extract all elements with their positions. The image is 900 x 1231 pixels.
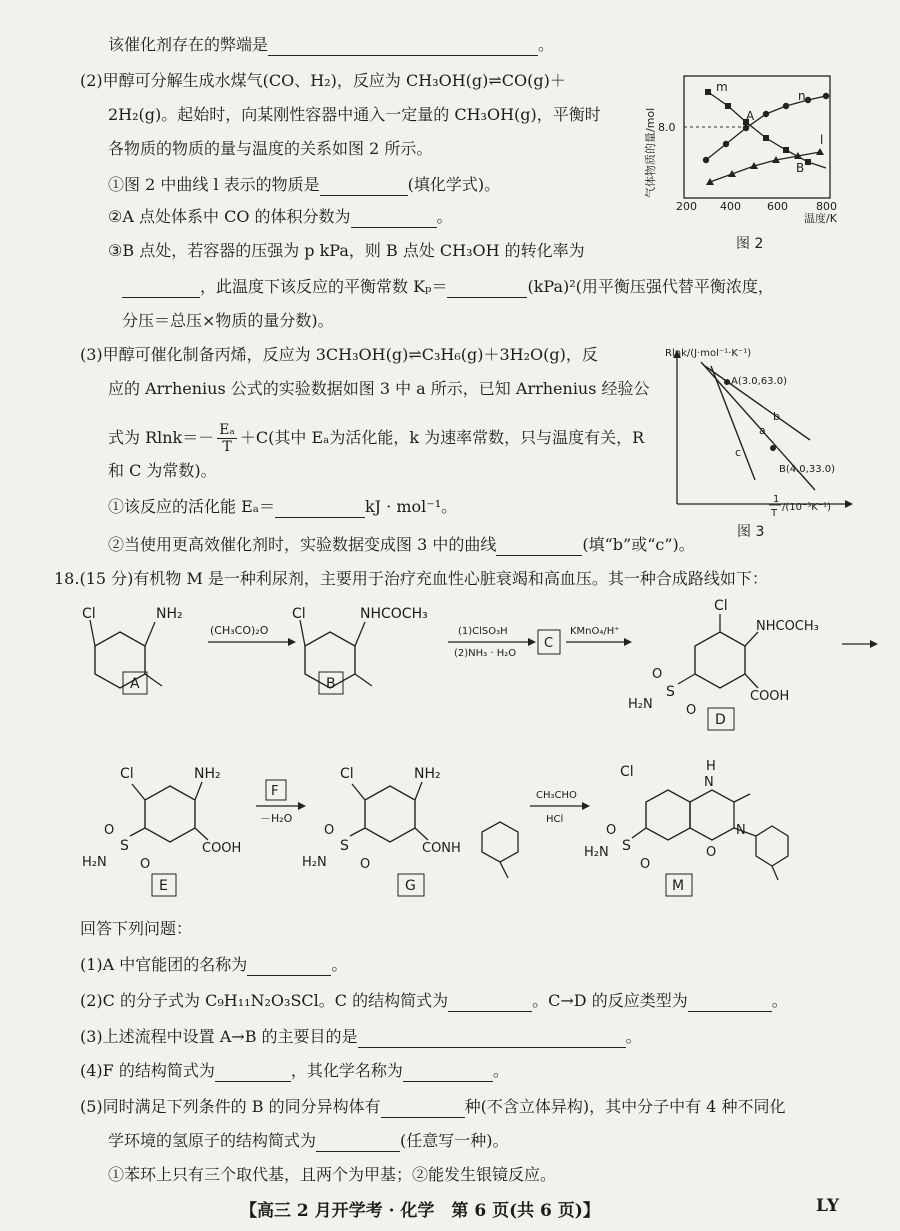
fig3-point-B xyxy=(770,445,776,451)
benzene-ring xyxy=(756,826,788,866)
bond xyxy=(745,674,758,688)
fig2-marker xyxy=(805,97,811,103)
q17-p2-q3-line1: ③B 点处，若容器的压强为 p kPa，则 B 点处 CH₃OH 的转化率为 xyxy=(108,241,585,260)
compound-label: B xyxy=(326,676,336,692)
fig2-marker xyxy=(805,159,811,165)
arrow-head xyxy=(298,802,306,810)
fig3-xlabel-num: 1 xyxy=(773,494,780,505)
atom-label: Cl xyxy=(620,764,634,780)
atom-label: S xyxy=(120,838,129,854)
atom-label: S xyxy=(666,684,675,700)
atom-label: O xyxy=(652,667,663,682)
compound-label: A xyxy=(130,676,140,692)
atom-label: Cl xyxy=(120,766,134,782)
q18-q1 xyxy=(80,954,347,976)
fig2-curve-n xyxy=(706,96,826,160)
fraction-num: Eₐ xyxy=(219,422,235,438)
q17-p3-q2-end: (填“b”或“c”)。 xyxy=(582,535,695,554)
q17-p2-q1 xyxy=(108,174,500,196)
fig2-marker xyxy=(763,135,769,141)
fig2-marker xyxy=(723,141,729,147)
fig2-label-A: A xyxy=(746,109,755,123)
answer-blank[interactable] xyxy=(247,957,331,976)
arrow-head xyxy=(528,638,536,646)
q18-q5-conditions: ①苯环上只有三个取代基，且两个为甲基；②能发生银镜反应。 xyxy=(108,1165,557,1184)
bond xyxy=(195,782,202,800)
fig2-xtick: 200 xyxy=(676,200,697,213)
reagent-label: KMnO₄/H⁺ xyxy=(570,626,620,637)
fraction-den: T xyxy=(222,439,232,455)
answer-blank[interactable] xyxy=(275,499,365,518)
atom-label: NHCOCH₃ xyxy=(360,606,428,622)
fig2-caption: 图 2 xyxy=(736,236,764,252)
atom-label: NH₂ xyxy=(194,766,221,782)
fig2-curve-n-markers xyxy=(703,93,829,163)
fig3-label-c: c xyxy=(735,446,742,459)
atom-label: NH₂ xyxy=(414,766,441,782)
q18-q4-text: (4)F 的结构简式为 xyxy=(80,1061,215,1080)
answer-blank[interactable] xyxy=(448,993,532,1012)
atom-label: N xyxy=(704,775,714,790)
reagent-label: (2)NH₃ · H₂O xyxy=(454,648,517,659)
answer-blank[interactable] xyxy=(351,209,437,228)
bond xyxy=(300,620,305,646)
atom-label: O xyxy=(706,845,717,860)
atom-label: O xyxy=(360,857,371,872)
reagent-label: CH₃CHO xyxy=(536,790,577,801)
compound-label: E xyxy=(159,878,168,894)
atom-label: CONH xyxy=(422,841,461,856)
answer-blank[interactable] xyxy=(688,993,772,1012)
answer-blank[interactable] xyxy=(268,37,538,56)
atom-label: Cl xyxy=(714,598,728,614)
answer-blank[interactable] xyxy=(320,177,408,196)
answer-blank[interactable] xyxy=(403,1063,493,1082)
q17-p2-line3: 各物质的物质的量与温度的关系如图 2 所示。 xyxy=(108,139,433,158)
compound-E xyxy=(82,766,241,896)
compound-label: G xyxy=(405,878,416,894)
fig2-xtick: 800 xyxy=(816,200,837,213)
atom-label: NH₂ xyxy=(156,606,183,622)
atom-label: H₂N xyxy=(82,855,107,870)
q17-p3-line2: 应的 Arrhenius 公式的实验数据如图 3 中 a 所示，已知 Arrhenius 经验公 xyxy=(108,379,650,398)
bond xyxy=(415,782,422,800)
bond xyxy=(772,866,778,880)
answer-blank[interactable] xyxy=(496,537,582,556)
fig3-point-A xyxy=(724,379,730,385)
q18-q5-end: (任意写一种)。 xyxy=(400,1131,509,1150)
q17-p2-q3-mid: ，此温度下该反应的平衡常数 Kₚ＝ xyxy=(200,277,448,296)
atom-label: O xyxy=(686,703,697,718)
q17-p3-q1 xyxy=(108,496,457,518)
dihydroquinazolinone-ring xyxy=(690,790,734,840)
footer-code: LY xyxy=(816,1196,840,1216)
q18-prompt: 回答下列问题： xyxy=(80,919,193,938)
q18-q5-text: (5)同时满足下列条件的 B 的同分异构体有 xyxy=(80,1097,381,1116)
q17-p3-line1: (3)甲醇可催化制备丙烯，反应为 3CH₃OH(g)⇌C₃H₆(g)＋3H₂O(g)，反 xyxy=(80,345,598,364)
fig3-xlabel-unit: /(10⁻³K⁻¹) xyxy=(782,502,832,513)
fig2-label-B: B xyxy=(796,161,805,175)
atom-label: S xyxy=(622,838,631,854)
fig3-caption: 图 3 xyxy=(737,524,765,540)
fig2-xtick: 400 xyxy=(720,200,741,213)
reagent-label: －H₂O xyxy=(260,812,293,825)
answer-blank[interactable] xyxy=(316,1133,400,1152)
fig2-xtick: 600 xyxy=(767,200,788,213)
reagent-label: (1)ClSO₃H xyxy=(458,626,508,637)
q18-q2-end: 。 xyxy=(771,991,788,1010)
fig2-yref-label: 8.0 xyxy=(658,121,676,134)
bond xyxy=(130,828,145,836)
footer-page-info: 【高三 2 月开学考 · 化学 第 6 页(共 6 页)】 xyxy=(240,1201,600,1221)
bond xyxy=(500,862,508,878)
q17-p3-q2-text: ②当使用更高效催化剂时，实验数据变成图 3 中的曲线 xyxy=(108,535,497,554)
bond xyxy=(145,622,155,646)
figure-3 xyxy=(655,340,855,540)
fraction-ea-over-t xyxy=(217,422,237,455)
q18-q5-line1 xyxy=(80,1096,785,1118)
q18-q2-text: (2)C 的分子式为 C₉H₁₁N₂O₃SCl。C 的结构简式为 xyxy=(80,991,449,1010)
q18-q1-end: 。 xyxy=(331,955,348,974)
q18-q5-text-c: 学环境的氢原子的结构简式为 xyxy=(108,1131,317,1150)
fig3-xaxis-arrow xyxy=(845,500,853,508)
q17-p2-q3-line3: 分压＝总压×物质的量分数)。 xyxy=(122,311,334,330)
q18-q4-end: 。 xyxy=(492,1061,509,1080)
benzene-ring xyxy=(145,786,195,842)
q17-p2-q2-end: 。 xyxy=(436,207,453,226)
q18-q5-text-b: 种(不含立体异构)，其中分子中有 4 种不同化 xyxy=(464,1097,786,1116)
fig3-label-a: a xyxy=(759,424,766,437)
q17-p2-q3-end: (kPa)²(用平衡压强代替平衡浓度， xyxy=(527,277,774,296)
q17-line0-text: 该催化剂存在的弊端是 xyxy=(108,35,269,54)
q17-p3-q1-text: ①该反应的活化能 Eₐ＝ xyxy=(108,497,275,516)
atom-label: O xyxy=(640,857,651,872)
q17-p2-line2: 2H₂(g)。起始时，向某刚性容器中通入一定量的 CH₃OH(g)，平衡时 xyxy=(108,105,601,124)
bond xyxy=(352,784,365,800)
reagent-label: (CH₃CO)₂O xyxy=(210,624,269,637)
atom-label: H₂N xyxy=(628,697,653,712)
q17-p2-q1-end: (填化学式)。 xyxy=(407,175,501,194)
bond xyxy=(195,828,208,840)
q18-q4-mid: ，其化学名称为 xyxy=(290,1061,403,1080)
fig3-label-pointB: B(4.0,33.0) xyxy=(779,464,836,475)
answer-blank[interactable] xyxy=(381,1099,465,1118)
atom-label: O xyxy=(104,823,115,838)
answer-blank[interactable] xyxy=(215,1063,291,1082)
bond xyxy=(355,674,372,686)
compound-G xyxy=(302,766,518,896)
bond xyxy=(734,794,750,802)
compound-label: C xyxy=(544,636,554,651)
bond xyxy=(350,828,365,836)
arrow-head xyxy=(288,638,296,646)
atom-label: O xyxy=(324,823,335,838)
fig2-marker xyxy=(823,93,829,99)
fig2-marker xyxy=(743,125,749,131)
q17-line0-end: 。 xyxy=(538,35,555,54)
atom-label: S xyxy=(340,838,349,854)
atom-label: Cl xyxy=(82,606,96,622)
q17-p2-q2-text: ②A 点处体系中 CO 的体积分数为 xyxy=(108,207,351,226)
bond xyxy=(415,828,428,840)
atom-label: H xyxy=(706,759,716,774)
atom-label: H₂N xyxy=(584,845,609,860)
q17-p3-q2 xyxy=(108,534,695,556)
fig2-ylabel: 气体物质的量/mol xyxy=(644,107,657,198)
bond xyxy=(90,620,95,646)
answer-blank[interactable] xyxy=(358,1029,626,1048)
formula-prefix: 式为 Rlnk＝－ xyxy=(108,428,215,447)
atom-label: N xyxy=(736,823,746,838)
reagent-label: HCl xyxy=(546,814,564,825)
atom-label: O xyxy=(606,823,617,838)
fig3-xlabel-den: T xyxy=(771,508,778,519)
fig2-curve-l-markers xyxy=(706,148,824,185)
fig2-marker xyxy=(783,103,789,109)
atom-label: NHCOCH₃ xyxy=(756,619,819,634)
q18-q3-end: 。 xyxy=(625,1027,642,1046)
synthesis-scheme-row1 xyxy=(60,592,890,752)
arrow-head xyxy=(582,802,590,810)
fig2-xlabel: 温度/K xyxy=(804,212,837,225)
benzene-ring xyxy=(646,790,690,840)
fig2-label-m: m xyxy=(716,80,728,94)
reagent-label: F xyxy=(271,784,279,799)
atom-label: COOH xyxy=(202,841,242,856)
answer-blank[interactable] xyxy=(447,279,527,298)
q18-q2 xyxy=(80,990,788,1012)
q17-p2-line1: (2)甲醇可分解生成水煤气(CO、H₂)，反应为 CH₃OH(g)⇌CO(g)＋ xyxy=(80,71,566,90)
fig2-label-l: l xyxy=(820,133,824,147)
benzene-ring xyxy=(695,632,745,688)
bond xyxy=(132,784,145,800)
q18-q3-text: (3)上述流程中设置 A→B 的主要目的是 xyxy=(80,1027,358,1046)
fig2-marker xyxy=(816,148,824,155)
fig2-marker xyxy=(725,103,731,109)
benzene-ring xyxy=(482,822,518,862)
compound-B xyxy=(292,606,428,694)
q17-p2-q3-line2 xyxy=(122,276,774,298)
figure-2 xyxy=(640,70,850,255)
arrow-head xyxy=(624,638,632,646)
arrow-head xyxy=(870,640,878,648)
bond xyxy=(355,622,365,646)
atom-label: O xyxy=(140,857,151,872)
q18-q1-text: (1)A 中官能团的名称为 xyxy=(80,955,248,974)
atom-label: H₂N xyxy=(302,855,327,870)
atom-label: COOH xyxy=(750,689,790,704)
bond xyxy=(632,828,646,838)
synthesis-scheme-row2 xyxy=(60,756,890,906)
q18-q2-mid: 。C→D 的反应类型为 xyxy=(532,991,688,1010)
bond xyxy=(678,674,695,684)
q17-p2-q2 xyxy=(108,206,453,228)
formula-suffix: ＋C(其中 Eₐ为活化能，k 为速率常数，只与温度有关，R xyxy=(239,428,645,447)
fig2-marker xyxy=(763,111,769,117)
compound-A xyxy=(82,606,183,694)
answer-blank[interactable] xyxy=(122,279,200,298)
q18-stem: 18.(15 分)有机物 M 是一种利尿剂，主要用于治疗充血性心脏衰竭和高血压。其一种合成路线如下： xyxy=(54,569,768,588)
fig3-label-pointA: A(3.0,63.0) xyxy=(731,376,787,387)
fig2-label-n: n xyxy=(798,89,806,103)
q17-p3-line3 xyxy=(108,422,644,455)
q17-p2-q1-text: ①图 2 中曲线 l 表示的物质是 xyxy=(108,175,320,194)
fig3-ylabel: Rlnk/(J·mol⁻¹·K⁻¹) xyxy=(665,348,752,359)
q17-p3-q1-end: kJ · mol⁻¹。 xyxy=(364,497,458,516)
compound-label: D xyxy=(715,712,726,728)
atom-label: Cl xyxy=(340,766,354,782)
fig3-label-b: b xyxy=(773,410,780,423)
q18-q4 xyxy=(80,1060,509,1082)
compound-M xyxy=(584,759,788,896)
compound-D xyxy=(628,598,819,730)
atom-label: Cl xyxy=(292,606,306,622)
q17-p3-line4: 和 C 为常数)。 xyxy=(108,461,217,480)
q18-q5-line2 xyxy=(108,1130,509,1152)
fig2-marker xyxy=(703,157,709,163)
fig2-marker xyxy=(705,89,711,95)
compound-label: M xyxy=(672,878,685,894)
benzene-ring xyxy=(365,786,415,842)
q18-q3 xyxy=(80,1026,642,1048)
bond xyxy=(745,632,758,646)
q17-line0 xyxy=(108,34,554,56)
bond xyxy=(145,674,162,686)
fig2-marker xyxy=(783,147,789,153)
